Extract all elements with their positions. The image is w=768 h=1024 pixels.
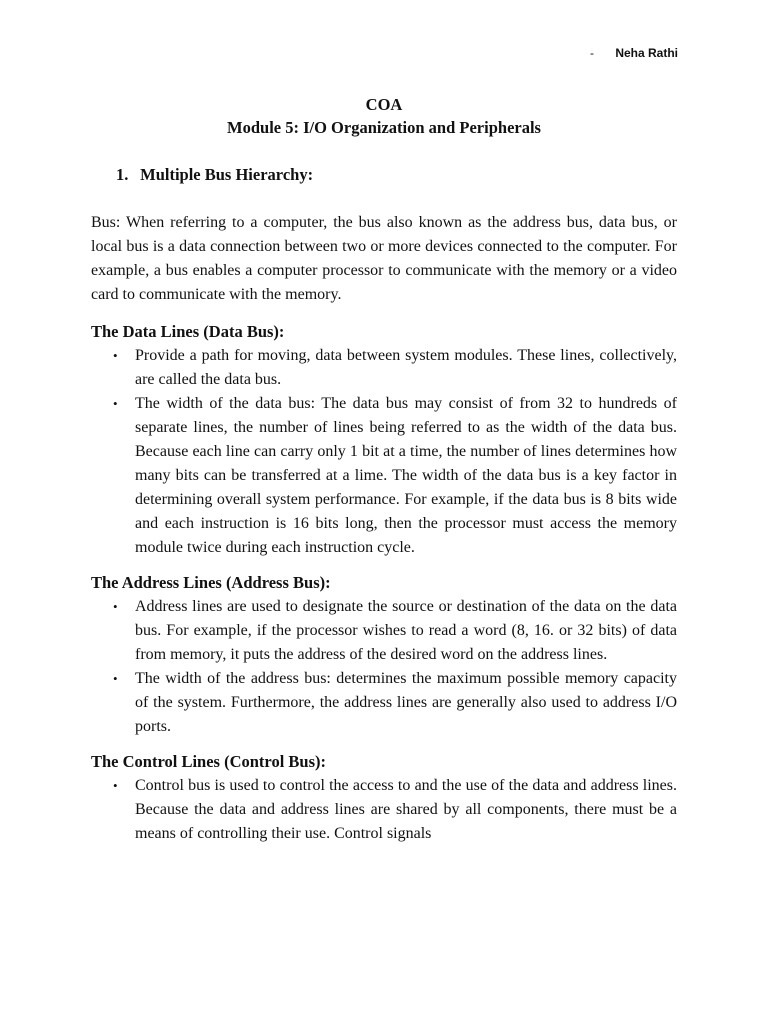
header-dash: - <box>589 46 594 60</box>
section-number: 1. <box>116 165 129 184</box>
control-lines-list <box>91 774 677 846</box>
course-title: COA <box>365 95 403 114</box>
address-lines-list <box>91 595 677 739</box>
page-header-author <box>590 46 678 60</box>
document-title <box>0 93 768 139</box>
author-name: Neha Rathi <box>615 46 678 60</box>
control-lines-heading: The Control Lines (Control Bus): <box>91 752 326 771</box>
section-heading <box>116 165 313 185</box>
list-item: • The width of the data bus: The data bus may consist of from 32 to hundreds of separate lines, the number of lines being referred to as the width of the data bus. Because each line can carry only 1 bit at a time, the number of lines determines how many bits can be transferred at a lime. The width of the data bus is a key factor in determining overall system performance. For example, if the data bus is 8 bits wide and each instruction is 16 bits long, then the processor must access the memory module twice during each instruction cycle. <box>135 392 677 560</box>
list-item: • Provide a path for moving, data between system modules. These lines, collectively, are called the data bus. <box>135 344 677 392</box>
intro-paragraph: Bus: When referring to a computer, the bus also known as the address bus, data bus, or local bus is a data connection between two or more devices connected to the computer. For example, a bus enables a computer processor to communicate with the memory or a video card to communicate with the memory. <box>91 214 677 303</box>
data-lines-heading: The Data Lines (Data Bus): <box>91 322 285 341</box>
module-title: Module 5: I/O Organization and Peripherals <box>227 118 541 137</box>
section-title: Multiple Bus Hierarchy: <box>140 165 314 184</box>
data-lines-list <box>91 344 677 560</box>
list-item: • Control bus is used to control the access to and the use of the data and address lines. Because the data and address lines are shared by all components, there must be a means of controlling their use. Control signals <box>135 774 677 846</box>
address-lines-heading: The Address Lines (Address Bus): <box>91 573 331 592</box>
list-item: • The width of the address bus: determines the maximum possible memory capacity of the system. Furthermore, the address lines are generally also used to address I/O ports. <box>135 667 677 739</box>
list-item: • Address lines are used to designate the source or destination of the data on the data bus. For example, if the processor wishes to read a word (8, 16. or 32 bits) of data from memory, it puts the address of the desired word on the address lines. <box>135 595 677 667</box>
document-body <box>91 211 677 846</box>
